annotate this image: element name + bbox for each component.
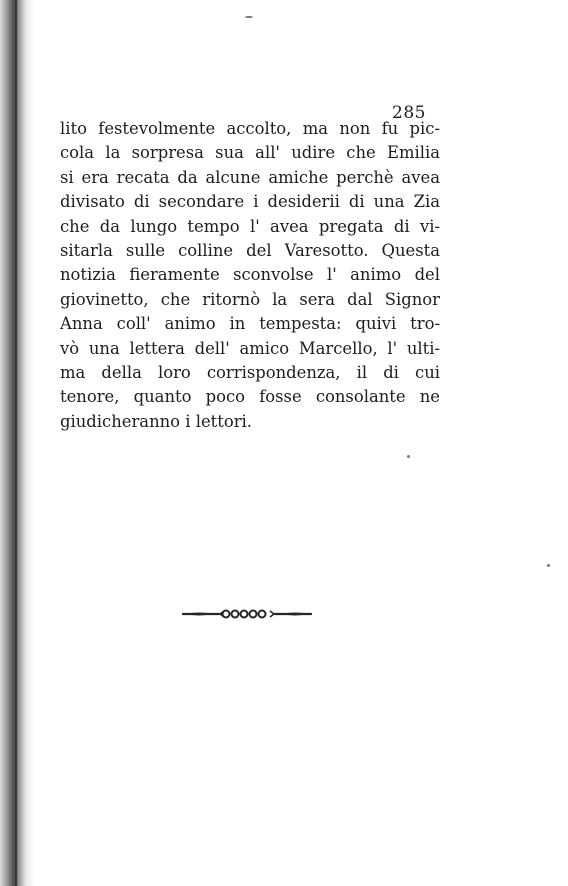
paper-speck: [547, 564, 550, 567]
text-line: si era recata da alcune amiche perchè avea: [60, 167, 440, 187]
text-line: giudicheranno i lettori.: [60, 411, 252, 431]
paper-speck: [407, 455, 410, 458]
binding-shadow-line: [15, 0, 17, 886]
page-binding-edge: [0, 0, 34, 886]
tailpiece-ornament: [181, 606, 313, 622]
text-line: cola la sorpresa sua all' udire che Emilia: [60, 143, 440, 163]
text-line: giovinetto, che ritornò la sera dal Signor: [60, 289, 440, 309]
text-line: notizia fieramente sconvolse l' animo del: [60, 265, 440, 285]
text-line: lito festevolmente accolto, ma non fu pic-: [60, 119, 440, 138]
text-line: ma della loro corrispondenza, il di cui: [60, 362, 440, 382]
paper-speck: [245, 16, 253, 18]
text-line: divisato di secondare i desiderii di una Zia: [60, 192, 440, 212]
page-number: 285: [392, 103, 426, 123]
text-line: Anna coll' animo in tempesta: quivi tro-: [60, 314, 440, 334]
paragraph: [60, 117, 440, 434]
text-line: tenore, quanto poco fosse consolante ne: [60, 387, 440, 407]
text-line: vò una lettera dell' amico Marcello, l' ulti-: [60, 338, 440, 358]
text-line: che da lungo tempo l' avea pregata di vi-: [60, 216, 440, 236]
text-line: sitarla sulle colline del Varesotto. Questa: [60, 240, 440, 260]
